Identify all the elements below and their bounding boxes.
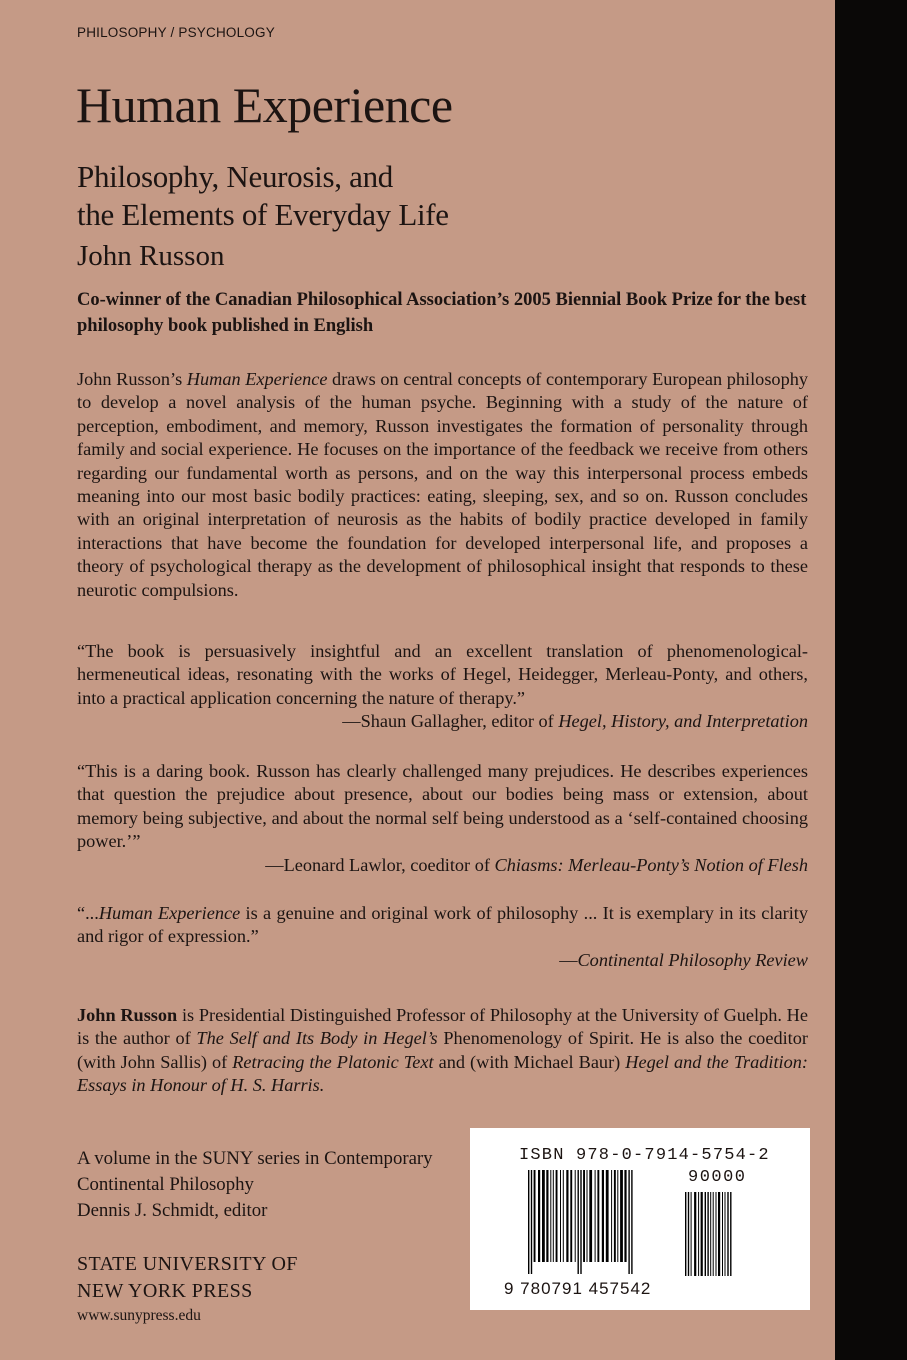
- blurb-text: “The book is persuasively insightful and an excellent translation of phenomenological-hermeneutical ideas, resonating with the works of Hegel, Heidegger, Merleau-Ponty, and others, into a practical application concerning the nature of therapy.”: [77, 641, 808, 708]
- barcode-bar: [546, 1170, 548, 1262]
- author-name: John Russon: [77, 240, 225, 272]
- barcode-bar: [707, 1192, 708, 1276]
- barcode-bar: [553, 1170, 554, 1262]
- bio-author-name: John Russon: [77, 1005, 178, 1025]
- barcode-bar: [694, 1192, 696, 1276]
- barcode-bar: [589, 1170, 592, 1262]
- barcode-bar: [606, 1170, 609, 1262]
- barcode-bar: [580, 1170, 581, 1274]
- bio-paragraph: John Russon is Presidential Distinguished Professor of Philosophy at the University of Guelph. He is the author of The Self and Its Body in Hegel’s Phenomenology of Spirit. He is also the coeditor (with John Sallis) of Retracing the Platonic Text and (with Michael Baur) Hegel and the Tradition: Essays in Honour of H. S. Harris.: [77, 1005, 808, 1096]
- author-bio: [77, 1004, 808, 1098]
- barcode-bar: [534, 1170, 536, 1262]
- barcode-bar: [528, 1170, 529, 1274]
- price-barcode-bars: [685, 1192, 775, 1276]
- barcode-bar: [611, 1170, 612, 1262]
- book-description: [77, 368, 808, 602]
- barcode-bar: [730, 1192, 731, 1276]
- blurb-gallagher: [77, 640, 808, 734]
- barcode-bar: [698, 1192, 699, 1276]
- barcode-bar: [578, 1170, 579, 1274]
- spine-edge: [835, 0, 907, 1360]
- price-code-label: 90000: [688, 1168, 747, 1187]
- book-title: Human Experience: [76, 77, 453, 133]
- barcode-bar: [631, 1170, 632, 1274]
- publisher-url: www.sunypress.edu: [77, 1307, 201, 1324]
- blurb-text: “This is a daring book. Russon has clearly challenged many prejudices. He describes experiences that question the prejudice about presence, about our bodies being mass or extension, about memory being subjective, and about the normal self being understood as a ‘self-contained choosing power.’”: [77, 761, 808, 852]
- barcode-bar: [628, 1170, 629, 1274]
- barcode-bar: [713, 1192, 714, 1276]
- blurb-attribution: —Shaun Gallagher, editor of Hegel, History, and Interpretation: [342, 711, 808, 732]
- barcode-bar: [570, 1170, 572, 1262]
- barcode-bar: [688, 1192, 689, 1276]
- description-book-title: Human Experience: [186, 369, 328, 389]
- barcode-bar: [556, 1170, 558, 1262]
- barcode-bar: [542, 1170, 545, 1262]
- barcode-bar: [614, 1170, 616, 1262]
- barcode-bar: [617, 1170, 618, 1262]
- subtitle-line-2: the Elements of Everyday Life: [77, 197, 449, 232]
- publisher-name: STATE UNIVERSITY OF NEW YORK PRESS: [77, 1253, 298, 1302]
- barcode-bar: [691, 1192, 692, 1276]
- barcode-bar: [725, 1192, 726, 1276]
- book-subtitle: [77, 158, 449, 234]
- description-paragraph: John Russon’s Human Experience draws on central concepts of contemporary European philosophy to develop a novel analysis of the human psyche. Beginning with a study of the nature of perception, embodiment, and memory, Russon investigates the formation of personality through family and social experience. He focuses on the importance of the feedback we receive from others regarding our fundamental worth as persons, and on the way this interpersonal process embeds meaning into our most basic bodily practices: eating, sleeping, sex, and so on. Russon concludes with an original interpretation of neurosis as the habits of bodily practice developed in family interactions that have become the foundation for developed interpersonal life, and proposes a theory of psychological therapy as the development of philosophical insight that responds to these neurotic compulsions.: [77, 369, 808, 600]
- award-statement: Co-winner of the Canadian Philosophical Association’s 2005 Biennial Book Prize for the best philosophy book published in English: [77, 290, 807, 336]
- barcode-bar: [563, 1170, 564, 1262]
- subtitle-line-1: Philosophy, Neurosis, and: [77, 159, 393, 194]
- barcode-bar: [583, 1170, 585, 1262]
- barcode-bar: [718, 1192, 720, 1276]
- barcode-bar: [685, 1192, 686, 1276]
- barcode-bar: [550, 1170, 551, 1262]
- barcode-bar: [566, 1170, 568, 1262]
- blurb-attribution: —Leonard Lawlor, coeditor of Chiasms: Merleau-Ponty’s Notion of Flesh: [265, 854, 808, 875]
- barcode-bar: [587, 1170, 588, 1262]
- isbn-label: ISBN 978-0-7914-5754-2: [519, 1146, 770, 1165]
- barcode-bar: [538, 1170, 540, 1262]
- barcode-bar: [716, 1192, 717, 1276]
- ean-barcode-bars: [528, 1170, 678, 1276]
- barcode-bar: [701, 1192, 703, 1276]
- barcode-bar: [531, 1170, 532, 1274]
- blurb-continental-review: [77, 902, 808, 972]
- blurb-attribution: —Continental Philosophy Review: [559, 949, 808, 970]
- category-label: PHILOSOPHY / PSYCHOLOGY: [77, 25, 275, 40]
- barcode-bar: [727, 1192, 728, 1276]
- barcode-bar: [620, 1170, 623, 1262]
- barcode-bar: [705, 1192, 706, 1276]
- barcode-bar: [560, 1170, 561, 1262]
- barcode-bar: [722, 1192, 723, 1276]
- blurb-lawlor: [77, 760, 808, 877]
- barcode-bar: [602, 1170, 604, 1262]
- blurb-text: “...Human Experience is a genuine and original work of philosophy ... It is exemplary in its clarity and rigor of expression.”: [77, 903, 808, 947]
- barcode-bar: [595, 1170, 596, 1262]
- barcode-bar: [575, 1170, 576, 1262]
- ean-digits: 9 780791 457542: [504, 1279, 652, 1298]
- isbn-barcode: [470, 1128, 810, 1310]
- series-note: A volume in the SUNY series in Contemporary Continental Philosophy Dennis J. Schmidt, editor: [77, 1148, 433, 1221]
- barcode-bar: [710, 1192, 711, 1276]
- barcode-bar: [624, 1170, 626, 1262]
- barcode-bar: [597, 1170, 599, 1262]
